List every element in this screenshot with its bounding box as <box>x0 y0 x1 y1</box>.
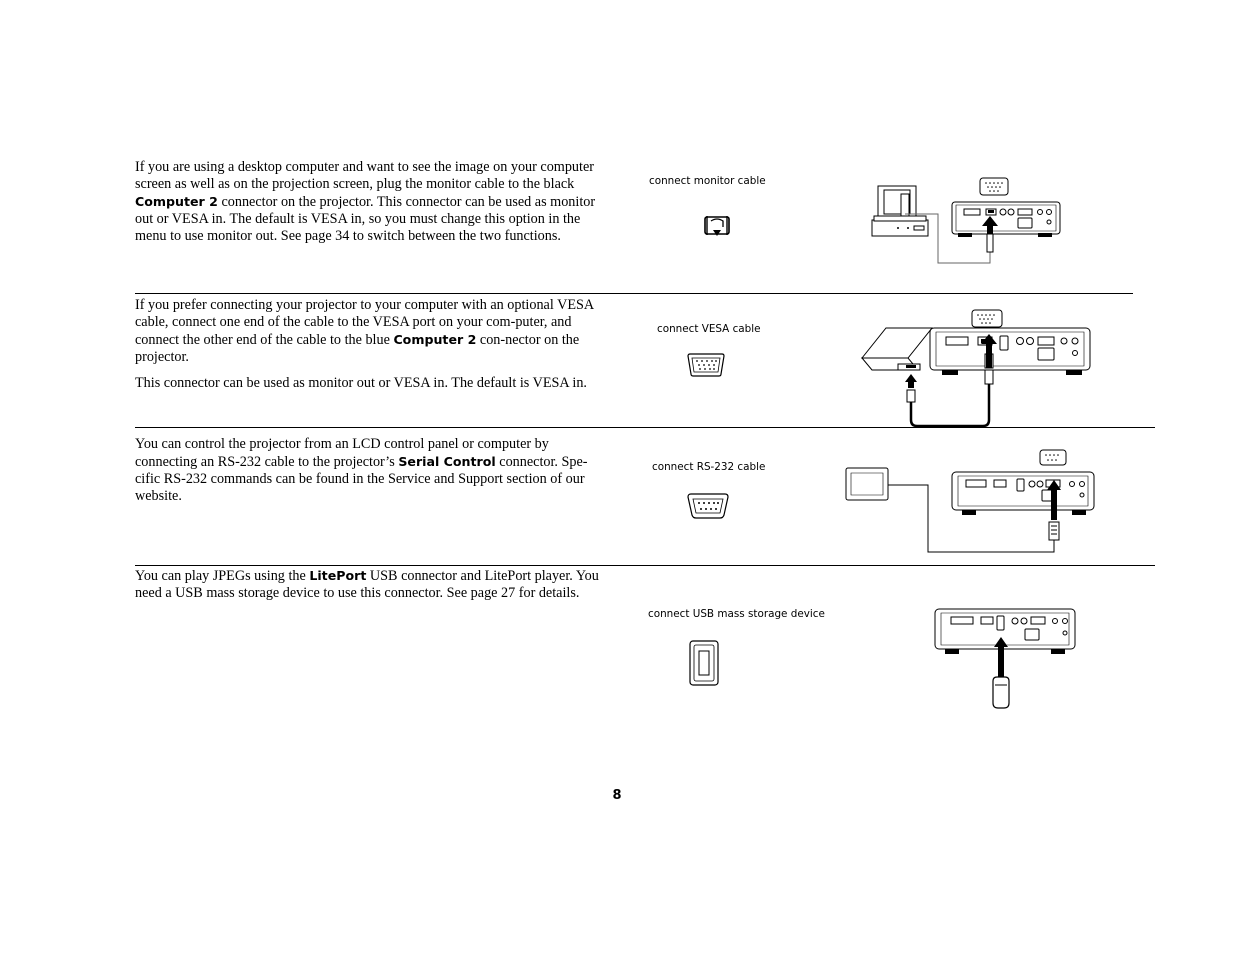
text-run: connector. Spe-cific RS-232 commands can be found in the Service and Support section of our website. <box>135 454 588 504</box>
emphasized-term: Serial Control <box>398 454 496 469</box>
vesa-connection-diagram <box>860 308 1092 430</box>
text-run: You can play JPEGs using the <box>135 568 310 584</box>
monitor-connection-diagram <box>868 176 1068 268</box>
text-run: You can control the projector from an LCD control panel or computer by connecting an RS-232 cable to the projector’s <box>135 436 549 470</box>
monitor-out-icon <box>703 214 731 238</box>
serial-connector-icon <box>686 493 730 519</box>
figure-label-rs232: connect RS-232 cable <box>652 461 766 473</box>
text-run: If you are using a desktop computer and want to see the image on your computer screen as well as on the projection screen, plug the monitor cable to the black <box>135 159 594 192</box>
emphasized-term: LitePort <box>309 568 367 583</box>
projector-rear-illustration <box>930 328 1090 375</box>
monitor-paragraph <box>135 159 603 245</box>
laptop-illustration <box>862 328 932 370</box>
projector-rear-illustration <box>952 472 1094 515</box>
text-run: This connector can be used as monitor out or VESA in. The default is VESA in. <box>135 375 587 391</box>
usb-paragraph <box>135 567 605 602</box>
text-run: If you prefer connecting your projector to your computer with an optional VESA cable, connect one end of the cable to the VESA port on your com-puter, and connect the other end of the cable to the blue <box>135 297 594 348</box>
usb-port-icon <box>689 640 719 686</box>
section-divider <box>135 293 1133 294</box>
text-run: connector on the projector. This connector can be used as monitor out or VESA in. The default is VESA in, so you must change this option in the menu to use monitor out. See page 34 to switch between the two functions. <box>135 194 596 244</box>
page-number: 8 <box>612 788 622 803</box>
vesa-connector-icon <box>686 353 726 377</box>
emphasized-term: Computer 2 <box>393 332 477 347</box>
rs232-paragraph <box>135 436 605 505</box>
section-divider <box>135 565 1155 566</box>
vesa-paragraph-2 <box>135 375 605 392</box>
desktop-computer-illustration <box>872 186 928 236</box>
figure-label-monitor: connect monitor cable <box>649 175 766 187</box>
text-run: con-nector on the projector. <box>135 332 580 365</box>
text-run: USB connector and LitePort player. You need a USB mass storage device to use this connector. See page 27 for details. <box>135 568 599 601</box>
emphasized-term: Computer 2 <box>135 194 218 209</box>
projector-rear-illustration <box>952 202 1060 237</box>
usb-connection-diagram <box>933 605 1079 711</box>
figure-label-usb: connect USB mass storage device <box>648 608 825 620</box>
vesa-paragraph-1 <box>135 297 605 366</box>
projector-rear-illustration <box>935 609 1075 654</box>
section-divider <box>135 427 1155 428</box>
figure-label-vesa: connect VESA cable <box>657 323 761 335</box>
rs232-connection-diagram <box>844 448 1098 556</box>
